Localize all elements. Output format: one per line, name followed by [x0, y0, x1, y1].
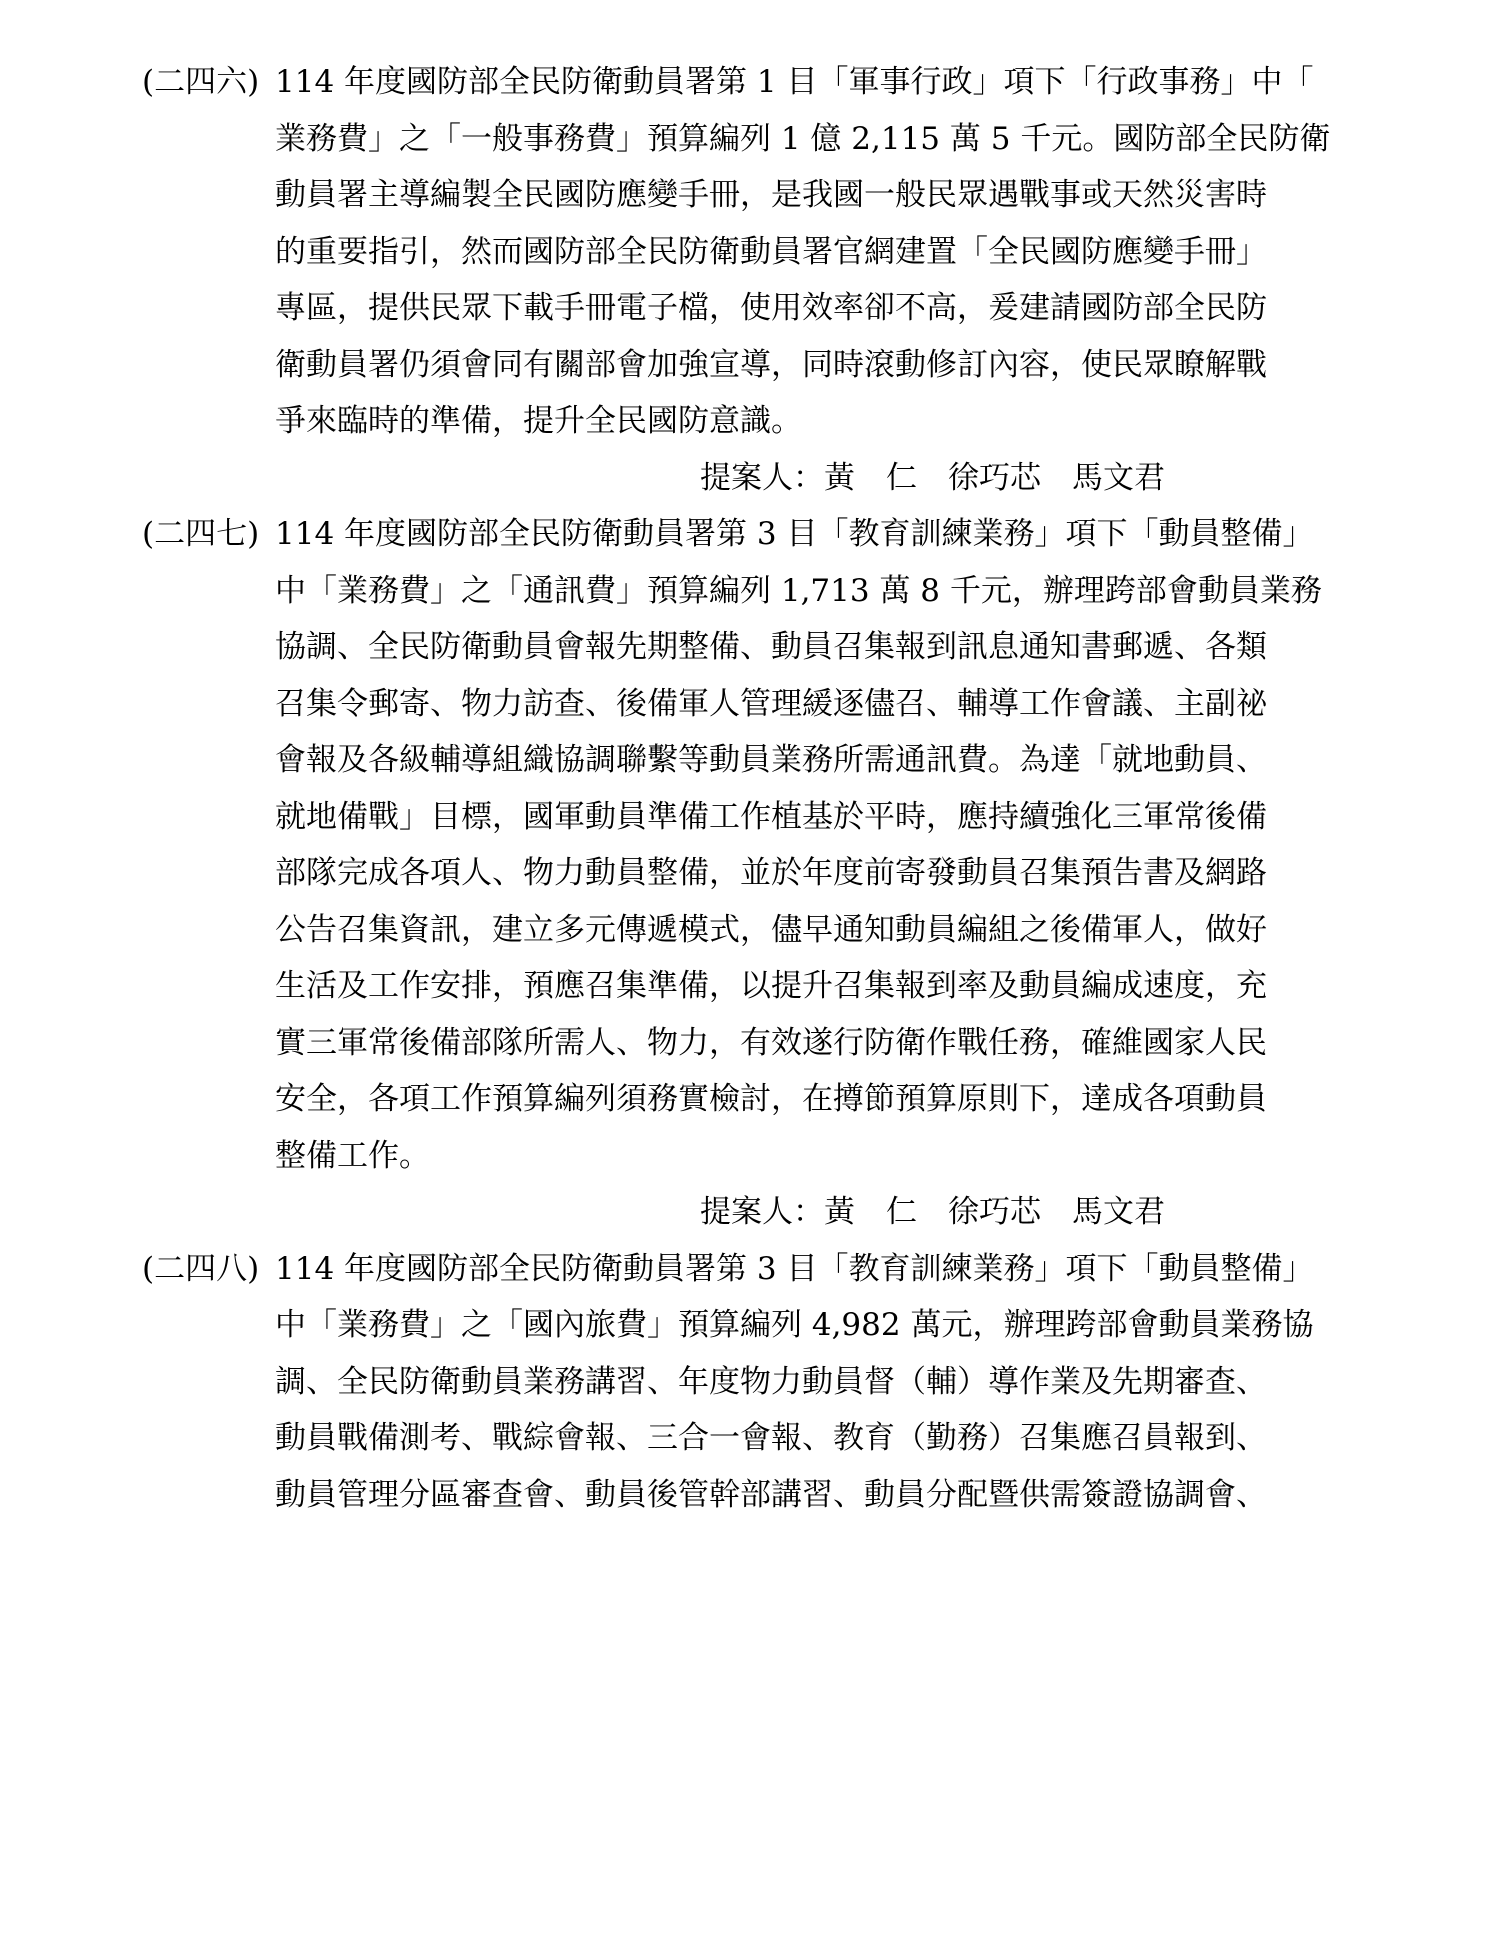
paragraph-246-line-1: 114 年度國防部全民防衛動員署第 1 目「軍事行政」項下「行政事務」中「 [275, 64, 1314, 100]
paragraph-247-line-6: 就地備戰」目標，國軍動員準備工作植基於平時，應持續強化三軍常後備 [275, 799, 1267, 835]
item-number-247: (二四七) [142, 516, 260, 552]
proposer-signature-247: 提案人：黃 仁 徐巧芯 馬文君 [700, 1194, 1165, 1230]
paragraph-247-line-8: 公告召集資訊，建立多元傳遞模式，儘早通知動員編組之後備軍人，做好 [275, 912, 1267, 948]
paragraph-246-line-4: 的重要指引，然而國防部全民防衛動員署官網建置「全民國防應變手冊」 [275, 234, 1267, 270]
paragraph-247-line-12: 整備工作。 [275, 1138, 430, 1174]
paragraph-248-line-3: 調、全民防衛動員業務講習、年度物力動員督（輔）導作業及先期審查、 [275, 1364, 1267, 1400]
paragraph-247-line-11: 安全，各項工作預算編列須務實檢討，在撙節預算原則下，達成各項動員 [275, 1081, 1267, 1117]
paragraph-247-line-3: 協調、全民防衛動員會報先期整備、動員召集報到訊息通知書郵遞、各類 [275, 629, 1267, 665]
paragraph-246-line-5: 專區，提供民眾下載手冊電子檔，使用效率卻不高，爰建請國防部全民防 [275, 290, 1267, 326]
paragraph-246-line-7: 爭來臨時的準備，提升全民國防意識。 [275, 403, 802, 439]
paragraph-246-line-2: 業務費」之「一般事務費」預算編列 1 億 2,115 萬 5 千元。國防部全民防衛 [275, 121, 1331, 157]
paragraph-248-line-4: 動員戰備測考、戰綜會報、三合一會報、教育（勤務）召集應召員報到、 [275, 1420, 1267, 1456]
paragraph-247-line-9: 生活及工作安排，預應召集準備，以提升召集報到率及動員編成速度，充 [275, 968, 1267, 1004]
paragraph-248-line-5: 動員管理分區審查會、動員後管幹部講習、動員分配暨供需簽證協調會、 [275, 1477, 1267, 1513]
paragraph-247-line-1: 114 年度國防部全民防衛動員署第 3 目「教育訓練業務」項下「動員整備」 [275, 516, 1314, 552]
paragraph-247-line-4: 召集令郵寄、物力訪查、後備軍人管理緩逐儘召、輔導工作會議、主副祕 [275, 686, 1267, 722]
paragraph-247-line-10: 實三軍常後備部隊所需人、物力，有效遂行防衛作戰任務，確維國家人民 [275, 1025, 1267, 1061]
paragraph-247-line-2: 中「業務費」之「通訊費」預算編列 1,713 萬 8 千元，辦理跨部會動員業務 [275, 573, 1322, 609]
paragraph-246-line-3: 動員署主導編製全民國防應變手冊，是我國一般民眾遇戰事或天然災害時 [275, 177, 1267, 213]
proposer-signature-246: 提案人：黃 仁 徐巧芯 馬文君 [700, 460, 1165, 496]
paragraph-247-line-7: 部隊完成各項人、物力動員整備，並於年度前寄發動員召集預告書及網路 [275, 855, 1267, 891]
paragraph-247-line-5: 會報及各級輔導組織協調聯繫等動員業務所需通訊費。為達「就地動員、 [275, 742, 1267, 778]
paragraph-246-line-6: 衛動員署仍須會同有關部會加強宣導，同時滾動修訂內容，使民眾瞭解戰 [275, 347, 1267, 383]
item-number-246: (二四六) [142, 64, 260, 100]
item-number-248: (二四八) [142, 1251, 260, 1287]
paragraph-248-line-1: 114 年度國防部全民防衛動員署第 3 目「教育訓練業務」項下「動員整備」 [275, 1251, 1314, 1287]
paragraph-248-line-2: 中「業務費」之「國內旅費」預算編列 4,982 萬元，辦理跨部會動員業務協 [275, 1307, 1314, 1343]
